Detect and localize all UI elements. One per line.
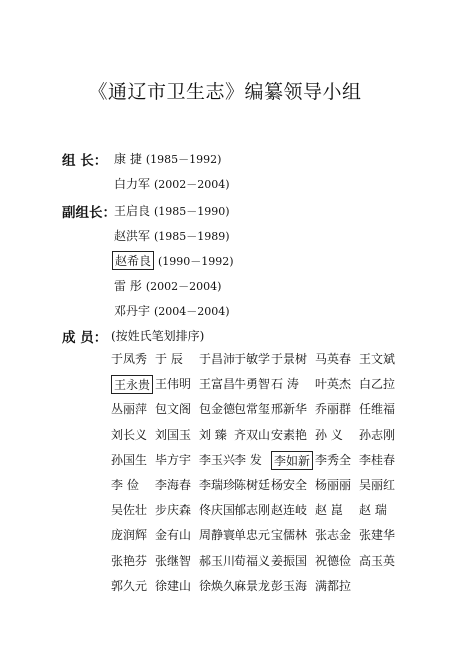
member-name: 姜振国 bbox=[271, 554, 308, 568]
member-name: 郁志刚 bbox=[234, 503, 271, 517]
member-name: 金有山 bbox=[155, 528, 192, 542]
member-name: 安素艳 bbox=[271, 428, 308, 442]
member-name: 孙国生 bbox=[111, 453, 148, 467]
member-name: 赵连岐 bbox=[271, 503, 308, 517]
member-name: 徐建山 bbox=[155, 579, 192, 593]
member-name: 石 涛 bbox=[271, 377, 299, 391]
member-name: 赵 崑 bbox=[315, 503, 343, 517]
page-title: 《通辽市卫生志》编纂领导小组 bbox=[88, 81, 362, 103]
member-name: 步庆森 bbox=[155, 503, 192, 517]
leader-entry bbox=[114, 175, 230, 192]
deputy-label: 副组长： bbox=[62, 205, 116, 221]
member-name: 单忠元 bbox=[234, 528, 271, 542]
member-name: 于敏学 bbox=[234, 352, 271, 366]
deputy-name: 赵希良 bbox=[112, 251, 154, 270]
deputy-years: (2002－2004) bbox=[145, 280, 222, 293]
member-name: 满都拉 bbox=[315, 579, 352, 593]
member-sort-note: (按姓氏笔划排序) bbox=[111, 329, 205, 343]
deputy-name: 王启良 bbox=[114, 204, 151, 218]
member-name: 包常玺 bbox=[234, 402, 271, 416]
deputy-years: (1985－1990) bbox=[154, 205, 230, 218]
member-name: 杨安全 bbox=[271, 478, 308, 492]
member-name: 白乙拉 bbox=[359, 377, 396, 391]
leader-name: 白力军 bbox=[114, 177, 151, 191]
member-name: 麻景龙 bbox=[234, 579, 271, 593]
member-name: 于凤秀 bbox=[111, 352, 148, 366]
member-name: 于 辰 bbox=[155, 352, 183, 366]
member-name: 陈树廷 bbox=[234, 478, 271, 492]
member-name: 宝儒林 bbox=[271, 528, 308, 542]
member-name: 王伟明 bbox=[155, 377, 192, 391]
member-name: 任维福 bbox=[359, 402, 396, 416]
deputy-entry bbox=[114, 202, 230, 219]
member-name: 李 俭 bbox=[111, 478, 139, 492]
member-name: 于景树 bbox=[271, 352, 308, 366]
member-name: 王永贵 bbox=[111, 375, 153, 394]
member-name: 郝玉川 bbox=[199, 554, 236, 568]
member-name: 刘 臻 bbox=[199, 428, 227, 442]
member-name: 祝德俭 bbox=[315, 554, 352, 568]
leader-years: (1985－1992) bbox=[145, 153, 222, 166]
member-name: 张艳芬 bbox=[111, 554, 148, 568]
member-name: 孙 义 bbox=[315, 428, 343, 442]
member-name: 赵 瑞 bbox=[359, 503, 387, 517]
member-name: 孙志刚 bbox=[359, 428, 396, 442]
member-name: 李如新 bbox=[271, 451, 313, 470]
deputy-years: (2004－2004) bbox=[154, 305, 230, 318]
member-name: 邢新华 bbox=[271, 402, 308, 416]
member-name: 高玉英 bbox=[359, 554, 396, 568]
member-name: 齐双山 bbox=[234, 428, 271, 442]
member-name: 吴佐壮 bbox=[111, 503, 148, 517]
member-name: 吴丽红 bbox=[359, 478, 396, 492]
member-name: 丛丽萍 bbox=[111, 402, 148, 416]
member-name: 包文阁 bbox=[155, 402, 192, 416]
member-name: 佟庆国 bbox=[199, 503, 236, 517]
deputy-years: (1985－1989) bbox=[154, 230, 230, 243]
member-label: 成 员： bbox=[62, 330, 108, 346]
member-name: 李桂春 bbox=[359, 453, 396, 467]
deputy-entry bbox=[114, 302, 230, 319]
member-name: 李 发 bbox=[234, 453, 262, 467]
deputy-name: 雷 彤 bbox=[114, 279, 142, 293]
member-name: 李玉兴 bbox=[199, 453, 236, 467]
member-name: 徐焕久 bbox=[199, 579, 236, 593]
member-name: 叶英杰 bbox=[315, 377, 352, 391]
member-name: 乔丽群 bbox=[315, 402, 352, 416]
deputy-entry bbox=[114, 277, 221, 294]
leader-years: (2002－2004) bbox=[154, 178, 230, 191]
member-name: 荀福义 bbox=[234, 554, 271, 568]
member-name: 周静寰 bbox=[199, 528, 236, 542]
leader-label: 组 长： bbox=[62, 153, 108, 169]
member-name: 王富昌 bbox=[199, 377, 236, 391]
deputy-entry bbox=[114, 227, 230, 244]
member-name: 张继智 bbox=[155, 554, 192, 568]
deputy-years: (1990－1992) bbox=[158, 255, 234, 268]
leader-entry bbox=[114, 150, 221, 167]
member-name: 张志金 bbox=[315, 528, 352, 542]
deputy-name: 邓丹宇 bbox=[114, 304, 151, 318]
member-name: 包金德 bbox=[199, 402, 236, 416]
member-name: 毕方宇 bbox=[155, 453, 192, 467]
member-name: 李秀全 bbox=[315, 453, 352, 467]
member-name: 刘国玉 bbox=[155, 428, 192, 442]
member-name: 马英春 bbox=[315, 352, 352, 366]
member-name: 郭久元 bbox=[111, 579, 148, 593]
member-name: 王文斌 bbox=[359, 352, 396, 366]
leader-name: 康 捷 bbox=[114, 152, 142, 166]
member-name: 庞润辉 bbox=[111, 528, 148, 542]
member-name: 张建华 bbox=[359, 528, 396, 542]
member-name: 刘长义 bbox=[111, 428, 148, 442]
member-name: 李瑞珍 bbox=[199, 478, 236, 492]
member-name: 李海春 bbox=[155, 478, 192, 492]
member-name: 杨丽丽 bbox=[315, 478, 352, 492]
member-name: 彭玉海 bbox=[271, 579, 308, 593]
member-name: 牛勇智 bbox=[234, 377, 271, 391]
deputy-entry bbox=[112, 251, 234, 270]
member-name: 于昌沛 bbox=[199, 352, 236, 366]
deputy-name: 赵洪军 bbox=[114, 229, 151, 243]
